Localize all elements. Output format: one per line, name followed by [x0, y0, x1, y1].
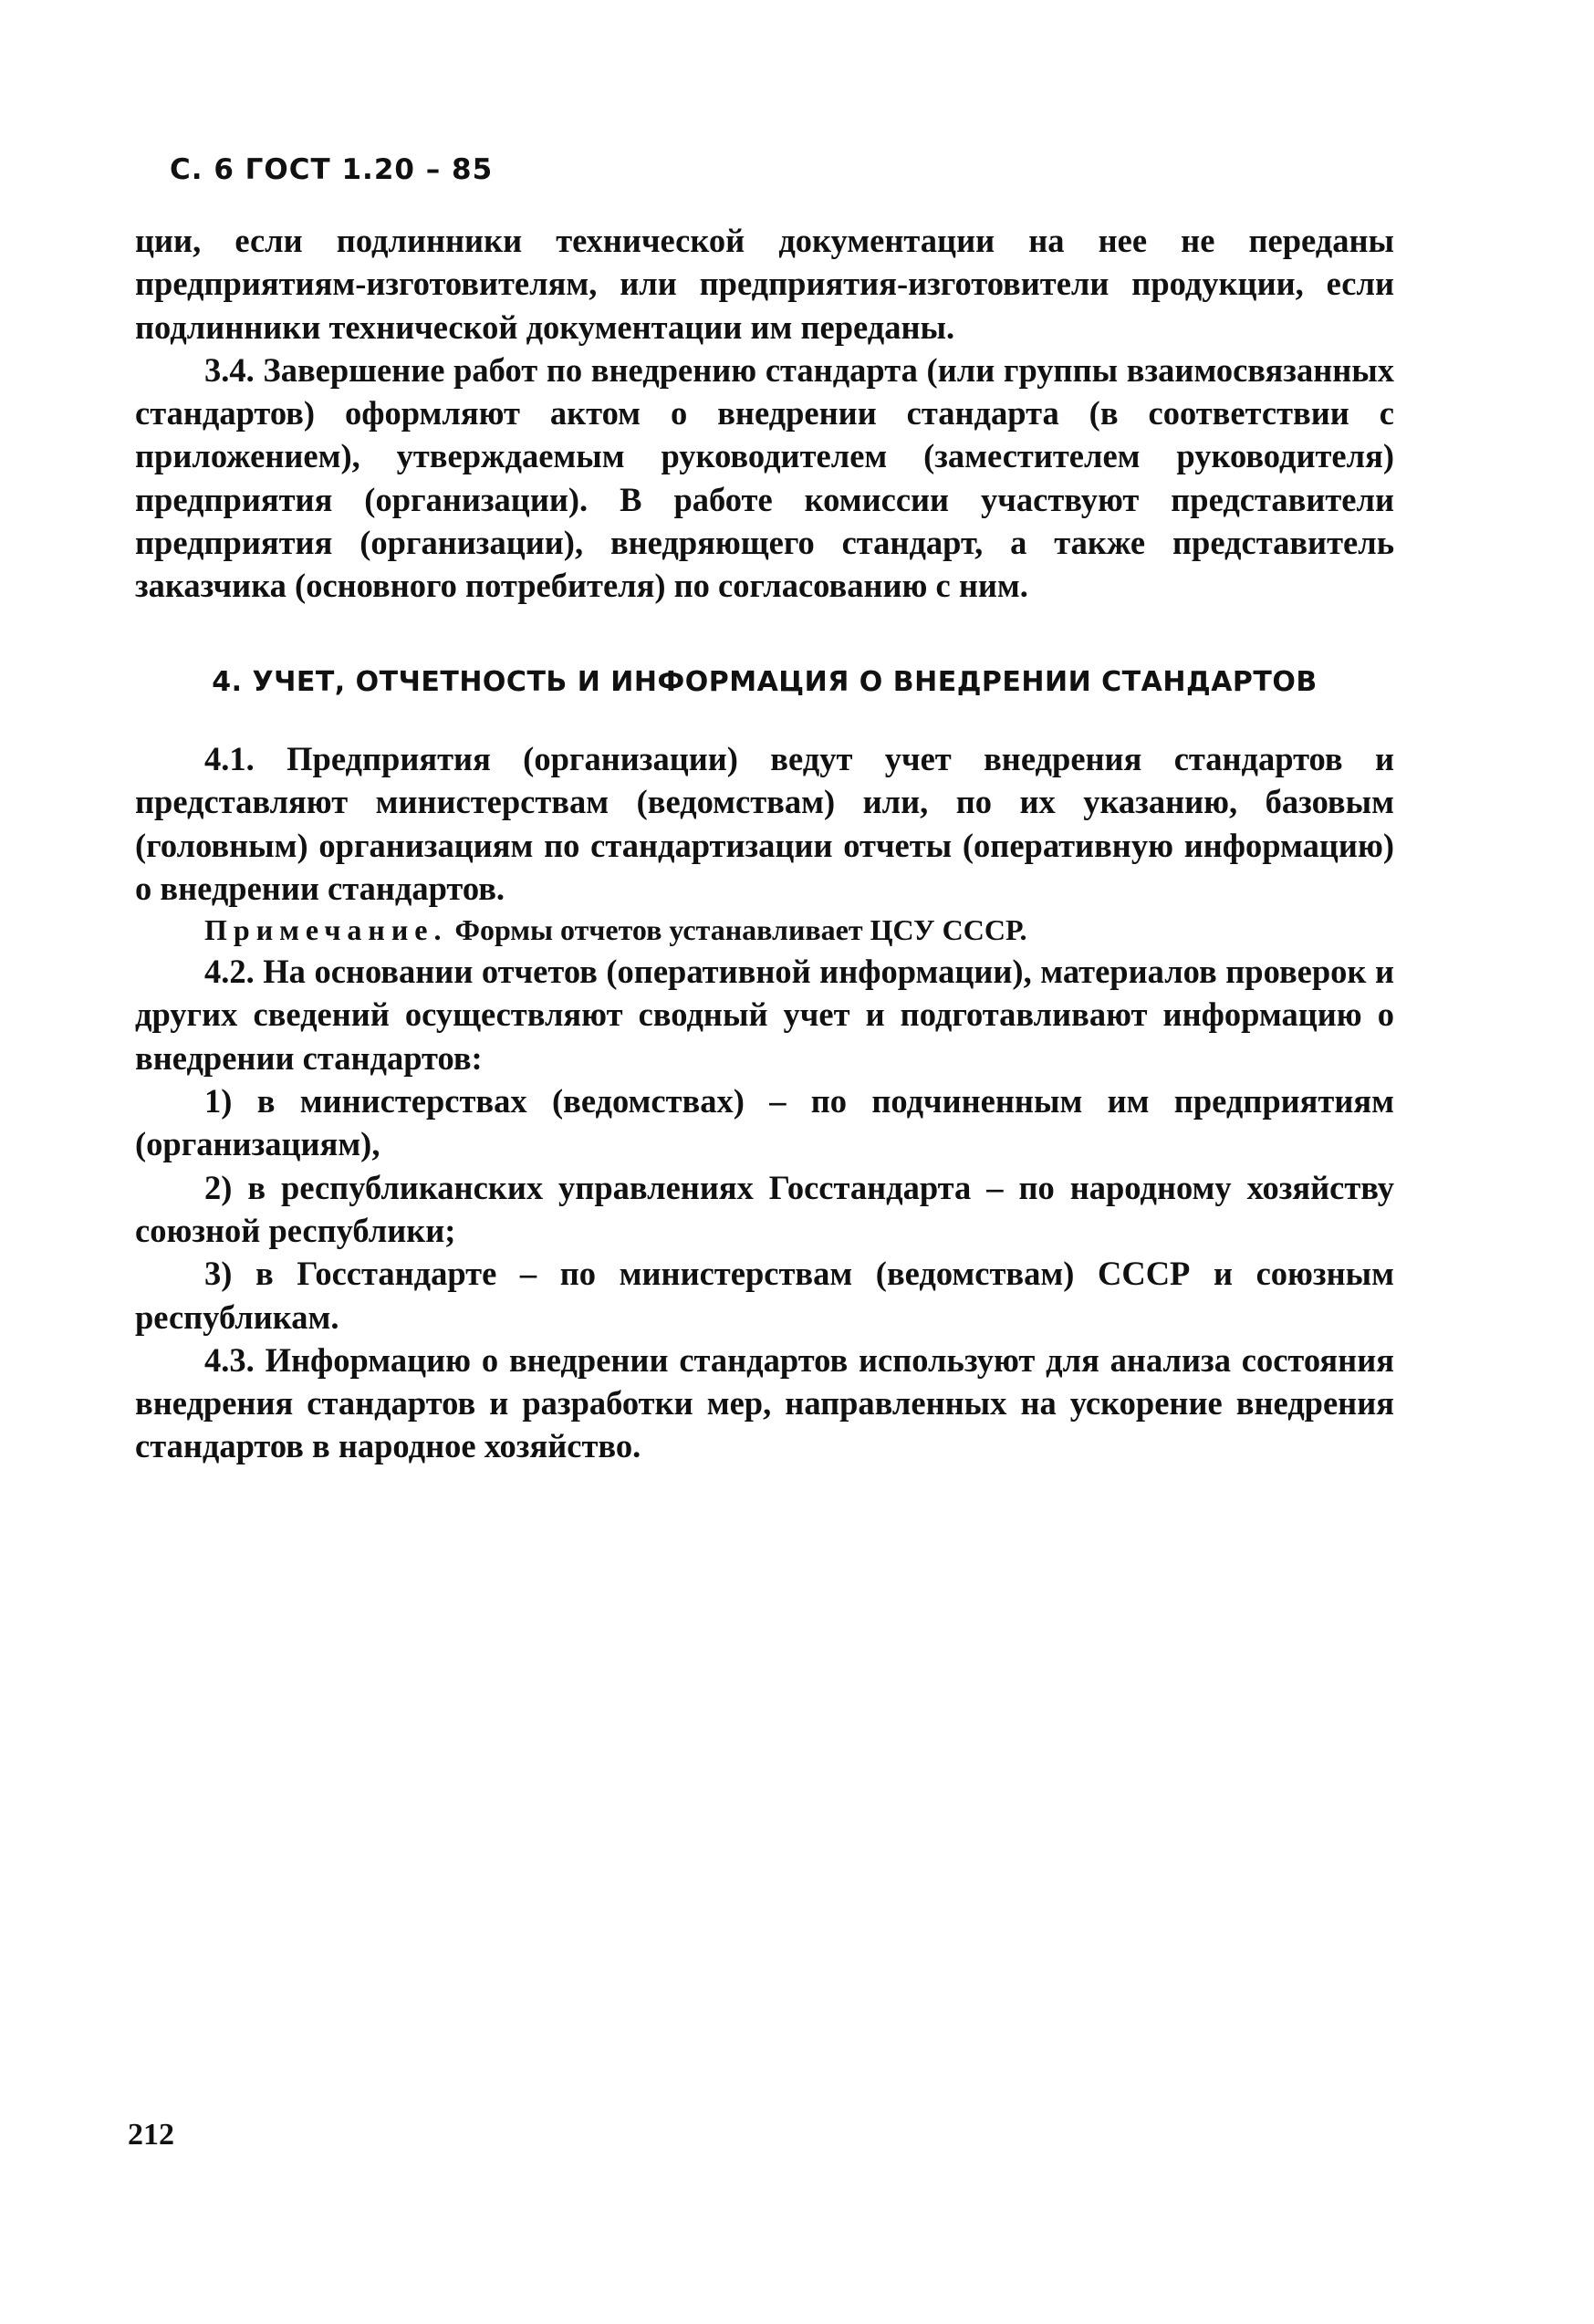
continuation-paragraph: ции, если подлинники технической документации на нее не переданы предприятиям-изготовителям, или предприятия-изготовители продукции, если подлинники технической документации им переданы. — [135, 222, 1394, 346]
section-4-body — [135, 737, 1394, 1468]
clause-4-1: 4.1. Предприятия (организации) ведут учет внедрения стандартов и представляют министерствам (ведомствам) или, по их указанию, базовым (головным) организациям по стандартизации отчеты (оперативную информацию) о внедрении стандартов. — [135, 740, 1394, 907]
list-item-2: 2) в республиканских управлениях Госстандарта – по народному хозяйству союзной республики; — [135, 1168, 1394, 1249]
page-number: 212 — [128, 2118, 174, 2152]
clause-4-3: 4.3. Информацию о внедрении стандартов используют для анализа состояния внедрения стандартов и разработки мер, направленных на ускорение внедрения стандартов в народное хозяйство. — [135, 1340, 1394, 1465]
list-item-1: 1) в министерствах (ведомствах) – по подчиненным им предприятиям (организациям), — [135, 1082, 1394, 1163]
note-text: Формы отчетов устанавливает ЦСУ СССР. — [447, 913, 1027, 947]
section-4-heading: 4. УЧЕТ, ОТЧЕТНОСТЬ И ИНФОРМАЦИЯ О ВНЕДРЕНИИ СТАНДАРТОВ — [212, 666, 1318, 698]
note — [135, 910, 1394, 950]
clause-3-4: 3.4. Завершение работ по внедрению стандарта (или группы взаимосвязанных стандартов) оформляют актом о внедрении стандарта (в соответствии с приложением), утверждаемым руководителем (заместителем руководителя) предприятия (организации). В работе комиссии участвуют представители предприятия (организации), внедряющего стандарт, а также представитель заказчика (основного потребителя) по согласованию с ним. — [135, 350, 1394, 605]
note-label: Примечание. — [204, 913, 448, 947]
clause-4-2: 4.2. На основании отчетов (оперативной информации), материалов проверок и других сведений осуществляют сводный учет и подготавливают информацию о внедрении стандартов: — [135, 953, 1394, 1077]
upper-text-block — [135, 219, 1394, 608]
running-header: С. 6 ГОСТ 1.20 – 85 — [170, 153, 494, 186]
list-item-3: 3) в Госстандарте – по министерствам (ведомствам) СССР и союзным республикам. — [135, 1255, 1394, 1336]
